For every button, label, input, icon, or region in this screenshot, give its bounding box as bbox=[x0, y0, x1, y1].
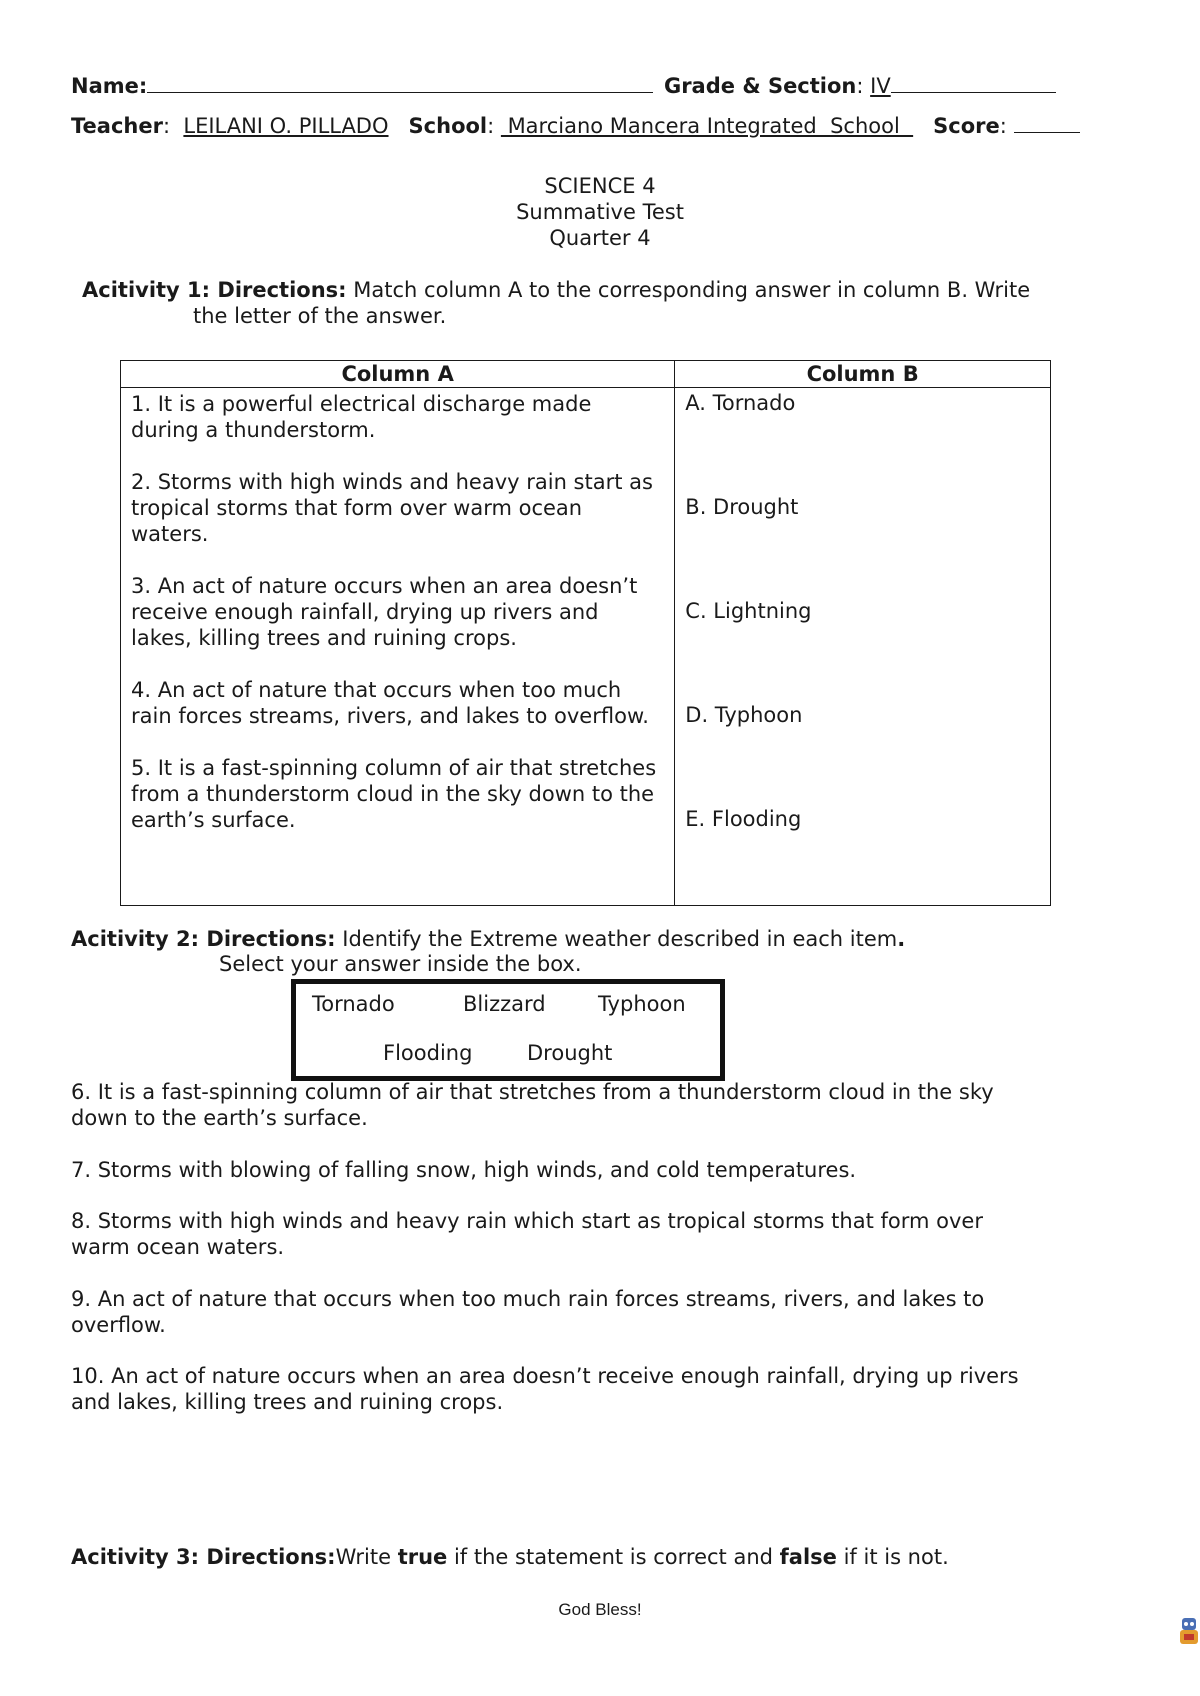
column-a-cell bbox=[121, 388, 675, 906]
name-label: Name bbox=[71, 74, 139, 98]
activity1-text: Match column A to the corresponding answer in column B. Write bbox=[353, 278, 1031, 302]
item-b: A. Tornado bbox=[685, 391, 796, 415]
item-b: B. Drought bbox=[685, 495, 799, 519]
quarter-title: Quarter 4 bbox=[549, 226, 651, 250]
grade-value: IV bbox=[870, 74, 891, 98]
question-7: 7. Storms with blowing of falling snow, high winds, and cold temperatures. bbox=[71, 1158, 857, 1182]
activity2-text: Identify the Extreme weather described in each item bbox=[342, 927, 898, 951]
item-a: 4. An act of nature that occurs when too much rain forces streams, rivers, and lakes to overflow. bbox=[131, 678, 649, 728]
answer-choice-box bbox=[291, 979, 725, 1081]
grade-label: Grade & Section bbox=[663, 74, 857, 98]
column-a-header: Column A bbox=[121, 361, 675, 388]
column-b-cell bbox=[675, 388, 1051, 906]
activity2-label: Acitivity 2: Directions: bbox=[71, 927, 336, 951]
subject-title: SCIENCE 4 bbox=[544, 174, 656, 198]
activity2-line2: Select your answer inside the box. bbox=[219, 952, 582, 976]
item-b: D. Typhoon bbox=[685, 703, 803, 727]
question-10: 10. An act of nature occurs when an area doesn’t receive enough rainfall, drying up rivers and lakes, killing trees and ruining crops. bbox=[71, 1364, 1019, 1414]
activity2-directions: Acitivity 2: Directions: Identify the Extreme weather described in each item. bbox=[71, 927, 906, 951]
choice-typhoon: Typhoon bbox=[598, 992, 686, 1016]
question-8: 8. Storms with high winds and heavy rain which start as tropical storms that form over warm ocean waters. bbox=[71, 1209, 983, 1259]
robot-mascot-icon bbox=[1176, 1614, 1200, 1648]
choice-tornado: Tornado bbox=[312, 992, 395, 1016]
grade-blank[interactable] bbox=[891, 72, 1056, 93]
column-b-header: Column B bbox=[675, 361, 1051, 388]
teacher-value: LEILANI O. PILLADO bbox=[183, 114, 389, 138]
school-label: School bbox=[408, 114, 488, 138]
choice-blizzard: Blizzard bbox=[463, 992, 546, 1016]
word-true: true bbox=[397, 1545, 448, 1569]
item-b: C. Lightning bbox=[685, 599, 812, 623]
activity3-label: Acitivity 3: Directions: bbox=[71, 1545, 336, 1569]
item-a: 1. It is a powerful electrical discharge made during a thunderstorm. bbox=[131, 392, 592, 442]
choice-flooding: Flooding bbox=[383, 1041, 473, 1065]
test-title: Summative Test bbox=[516, 200, 684, 224]
teacher-row: Teacher: LEILANI O. PILLADO School: Marciano Mancera Integrated School Score: bbox=[71, 112, 1080, 138]
name-blank[interactable] bbox=[147, 72, 653, 93]
score-blank[interactable] bbox=[1014, 112, 1080, 133]
choice-drought: Drought bbox=[527, 1041, 613, 1065]
word-false: false bbox=[779, 1545, 837, 1569]
column-a-list bbox=[121, 388, 674, 836]
school-value: Marciano Mancera Integrated School bbox=[500, 114, 914, 138]
item-b: E. Flooding bbox=[685, 807, 802, 831]
item-a: 2. Storms with high winds and heavy rain start as tropical storms that form over warm ocean waters. bbox=[131, 470, 653, 546]
name-row: Name: Grade & Section: IV bbox=[71, 72, 1056, 98]
teacher-label: Teacher bbox=[71, 114, 163, 138]
footer-text: God Bless! bbox=[558, 1600, 642, 1619]
matching-table bbox=[120, 360, 1051, 906]
activity1-label: Acitivity 1: Directions: bbox=[82, 278, 347, 302]
activity3-directions: Acitivity 3: Directions:Write true if the statement is correct and false if it is not. bbox=[71, 1545, 949, 1569]
item-a: 5. It is a fast-spinning column of air that stretches from a thunderstorm cloud in the sky down to the earth’s surface. bbox=[131, 756, 657, 832]
question-6: 6. It is a fast-spinning column of air that stretches from a thunderstorm cloud in the sky down to the earth’s surface. bbox=[71, 1080, 994, 1130]
question-9: 9. An act of nature that occurs when too much rain forces streams, rivers, and lakes to overflow. bbox=[71, 1287, 985, 1337]
score-label: Score bbox=[933, 114, 1000, 138]
activity1-text-line2: the letter of the answer. bbox=[193, 304, 447, 328]
item-a: 3. An act of nature occurs when an area doesn’t receive enough rainfall, drying up rivers and lakes, killing trees and ruining crops. bbox=[131, 574, 638, 650]
activity1-directions bbox=[82, 278, 1122, 302]
